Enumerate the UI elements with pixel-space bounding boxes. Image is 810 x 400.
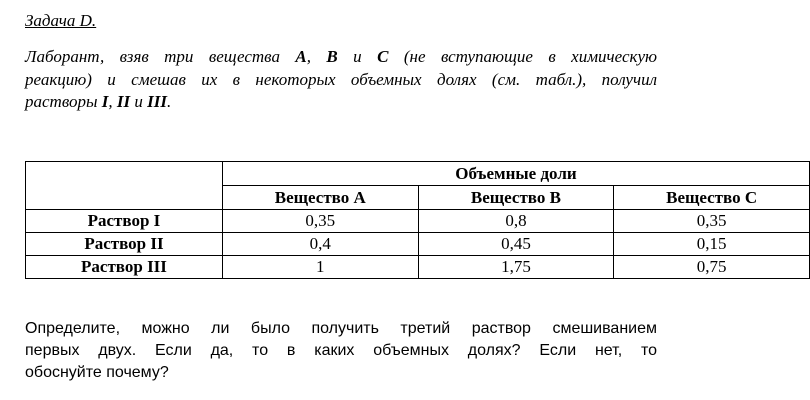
table-row — [26, 210, 810, 233]
table-cell: 1,75 — [418, 256, 614, 279]
table-header-row — [26, 162, 810, 186]
row-label: Раствор II — [26, 233, 223, 256]
volume-fractions-table — [25, 161, 810, 279]
statement-text: и — [337, 47, 378, 66]
task-title: Задача D. — [25, 11, 97, 30]
question-line: первых двух. Если да, то в каких объемных долях? Если нет, то — [25, 342, 657, 359]
statement-text: Лаборант, взяв три вещества — [25, 47, 296, 66]
column-header-substance-a: Вещество A — [222, 186, 418, 210]
substance-a: A — [295, 47, 307, 66]
statement-text: (не вступающие в химическую — [388, 47, 658, 66]
statement-text: , — [108, 92, 117, 111]
statement-text: растворы — [25, 92, 102, 111]
question-line: обоснуйте почему? — [25, 364, 169, 381]
table-cell: 0,35 — [614, 210, 810, 233]
column-header-substance-b: Вещество B — [418, 186, 614, 210]
column-header-substance-c: Вещество C — [614, 186, 810, 210]
row-label: Раствор I — [26, 210, 223, 233]
substance-c: C — [377, 47, 389, 66]
table-row — [26, 256, 810, 279]
solution-i: I — [101, 92, 109, 111]
statement-text: . — [166, 92, 172, 111]
table-cell: 1 — [222, 256, 418, 279]
solution-ii: II — [116, 92, 131, 111]
statement-line: реакцию) и смешав их в некоторых объемных долях (см. табл.), получил — [25, 69, 657, 89]
statement-line — [25, 91, 657, 114]
question-text — [25, 318, 657, 384]
solution-iii: III — [147, 92, 167, 111]
row-label: Раствор III — [26, 256, 223, 279]
table-corner-cell — [26, 162, 223, 210]
question-line: Определите, можно ли было получить третий раствор смешиванием — [25, 320, 657, 337]
table-cell: 0,8 — [418, 210, 614, 233]
statement-text: , — [306, 47, 327, 66]
table-row — [26, 233, 810, 256]
statement-text: и — [130, 92, 148, 111]
problem-statement — [25, 46, 657, 114]
table-cell: 0,45 — [418, 233, 614, 256]
table-cell: 0,4 — [222, 233, 418, 256]
substance-b: B — [326, 47, 338, 66]
group-header: Объемные доли — [222, 162, 809, 186]
statement-line — [25, 46, 657, 69]
table-cell: 0,75 — [614, 256, 810, 279]
table-cell: 0,35 — [222, 210, 418, 233]
table-cell: 0,15 — [614, 233, 810, 256]
